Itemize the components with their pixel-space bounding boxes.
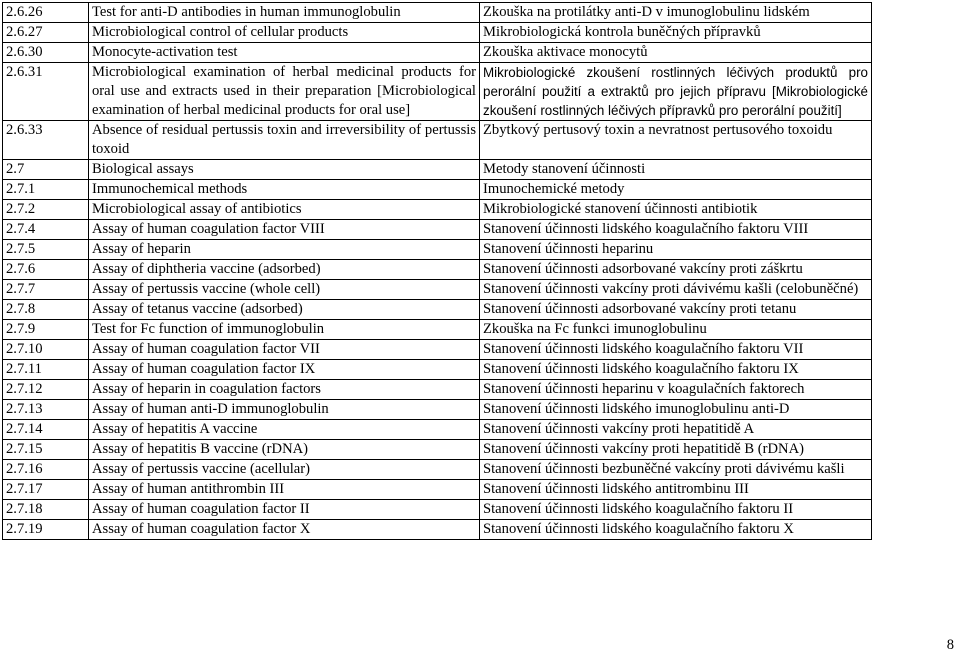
section-number: 2.6.26 xyxy=(3,3,89,23)
table-row xyxy=(3,3,872,23)
section-number: 2.7.5 xyxy=(3,240,89,260)
section-number: 2.7 xyxy=(3,160,89,180)
czech-title: Stanovení účinnosti lidského koagulačního faktoru IX xyxy=(480,360,872,380)
english-title: Microbiological control of cellular products xyxy=(89,23,480,43)
english-title: Assay of pertussis vaccine (acellular) xyxy=(89,460,480,480)
table-row xyxy=(3,380,872,400)
czech-title: Stanovení účinnosti heparinu v koagulačních faktorech xyxy=(480,380,872,400)
section-number: 2.7.2 xyxy=(3,200,89,220)
czech-title: Stanovení účinnosti lidského koagulačního faktoru X xyxy=(480,520,872,540)
table-row xyxy=(3,121,872,160)
table-row xyxy=(3,160,872,180)
english-title: Assay of diphtheria vaccine (adsorbed) xyxy=(89,260,480,280)
czech-title: Stanovení účinnosti heparinu xyxy=(480,240,872,260)
translation-table xyxy=(2,2,872,540)
table-row xyxy=(3,520,872,540)
czech-title: Stanovení účinnosti lidského koagulačního faktoru II xyxy=(480,500,872,520)
english-title: Test for anti-D antibodies in human immunoglobulin xyxy=(89,3,480,23)
english-title: Immunochemical methods xyxy=(89,180,480,200)
section-number: 2.6.33 xyxy=(3,121,89,160)
table-row xyxy=(3,240,872,260)
czech-title: Zkouška na Fc funkci imunoglobulinu xyxy=(480,320,872,340)
czech-title: Stanovení účinnosti vakcíny proti hepatitidě B (rDNA) xyxy=(480,440,872,460)
table-row xyxy=(3,460,872,480)
czech-title: Mikrobiologická kontrola buněčných přípravků xyxy=(480,23,872,43)
english-title: Assay of human coagulation factor IX xyxy=(89,360,480,380)
table-row xyxy=(3,260,872,280)
english-title: Assay of pertussis vaccine (whole cell) xyxy=(89,280,480,300)
page-number: 8 xyxy=(946,637,954,653)
english-title: Assay of human coagulation factor VII xyxy=(89,340,480,360)
table-row xyxy=(3,280,872,300)
czech-title: Stanovení účinnosti lidského koagulačního faktoru VIII xyxy=(480,220,872,240)
section-number: 2.7.9 xyxy=(3,320,89,340)
table-row xyxy=(3,440,872,460)
english-title: Assay of human anti-D immunoglobulin xyxy=(89,400,480,420)
table-row xyxy=(3,300,872,320)
english-title: Assay of hepatitis B vaccine (rDNA) xyxy=(89,440,480,460)
table-row xyxy=(3,320,872,340)
section-number: 2.7.11 xyxy=(3,360,89,380)
english-title: Microbiological examination of herbal medicinal products for oral use and extracts used in their preparation [Microbiological examination of herbal medicinal products for oral use] xyxy=(89,63,480,121)
table-row xyxy=(3,400,872,420)
english-title: Assay of tetanus vaccine (adsorbed) xyxy=(89,300,480,320)
table-row xyxy=(3,480,872,500)
czech-title: Stanovení účinnosti vakcíny proti dávivému kašli (celobuněčné) xyxy=(480,280,872,300)
section-number: 2.7.16 xyxy=(3,460,89,480)
section-number: 2.7.17 xyxy=(3,480,89,500)
english-title: Assay of human coagulation factor II xyxy=(89,500,480,520)
czech-title: Metody stanovení účinnosti xyxy=(480,160,872,180)
section-number: 2.7.13 xyxy=(3,400,89,420)
english-title: Assay of human antithrombin III xyxy=(89,480,480,500)
table-row xyxy=(3,43,872,63)
table-row xyxy=(3,500,872,520)
table-row xyxy=(3,63,872,121)
table-row xyxy=(3,180,872,200)
czech-title: Stanovení účinnosti lidského imunoglobulinu anti-D xyxy=(480,400,872,420)
english-title: Assay of heparin in coagulation factors xyxy=(89,380,480,400)
table-row xyxy=(3,420,872,440)
czech-title: Mikrobiologické stanovení účinnosti antibiotik xyxy=(480,200,872,220)
table-row xyxy=(3,200,872,220)
english-title: Microbiological assay of antibiotics xyxy=(89,200,480,220)
section-number: 2.7.7 xyxy=(3,280,89,300)
czech-title: Zkouška na protilátky anti-D v imunoglobulinu lidském xyxy=(480,3,872,23)
section-number: 2.7.4 xyxy=(3,220,89,240)
czech-title: Stanovení účinnosti adsorbované vakcíny proti záškrtu xyxy=(480,260,872,280)
section-number: 2.7.6 xyxy=(3,260,89,280)
table-row xyxy=(3,23,872,43)
table-row xyxy=(3,360,872,380)
english-title: Monocyte-activation test xyxy=(89,43,480,63)
english-title: Assay of human coagulation factor X xyxy=(89,520,480,540)
czech-title: Stanovení účinnosti bezbuněčné vakcíny proti dávivému kašli xyxy=(480,460,872,480)
section-number: 2.7.8 xyxy=(3,300,89,320)
english-title: Absence of residual pertussis toxin and irreversibility of pertussis toxoid xyxy=(89,121,480,160)
english-title: Assay of hepatitis A vaccine xyxy=(89,420,480,440)
czech-title: Stanovení účinnosti lidského antitrombinu III xyxy=(480,480,872,500)
table-row xyxy=(3,220,872,240)
section-number: 2.7.14 xyxy=(3,420,89,440)
english-title: Assay of heparin xyxy=(89,240,480,260)
czech-title: Imunochemické metody xyxy=(480,180,872,200)
section-number: 2.6.30 xyxy=(3,43,89,63)
section-number: 2.7.18 xyxy=(3,500,89,520)
section-number: 2.6.31 xyxy=(3,63,89,121)
english-title: Biological assays xyxy=(89,160,480,180)
czech-title: Zkouška aktivace monocytů xyxy=(480,43,872,63)
section-number: 2.6.27 xyxy=(3,23,89,43)
czech-title: Stanovení účinnosti vakcíny proti hepatitidě A xyxy=(480,420,872,440)
section-number: 2.7.19 xyxy=(3,520,89,540)
czech-title: Zbytkový pertusový toxin a nevratnost pertusového toxoidu xyxy=(480,121,872,160)
section-number: 2.7.12 xyxy=(3,380,89,400)
czech-title: Stanovení účinnosti lidského koagulačního faktoru VII xyxy=(480,340,872,360)
czech-title: Stanovení účinnosti adsorbované vakcíny proti tetanu xyxy=(480,300,872,320)
table-row xyxy=(3,340,872,360)
english-title: Test for Fc function of immunoglobulin xyxy=(89,320,480,340)
section-number: 2.7.10 xyxy=(3,340,89,360)
section-number: 2.7.1 xyxy=(3,180,89,200)
czech-title: Mikrobiologické zkoušení rostlinných léčivých produktů pro perorální použití a extraktů pro jejich přípravu [Mikrobiologické zkoušení rostlinných léčivých přípravků pro perorální použití] xyxy=(480,63,872,121)
section-number: 2.7.15 xyxy=(3,440,89,460)
english-title: Assay of human coagulation factor VIII xyxy=(89,220,480,240)
